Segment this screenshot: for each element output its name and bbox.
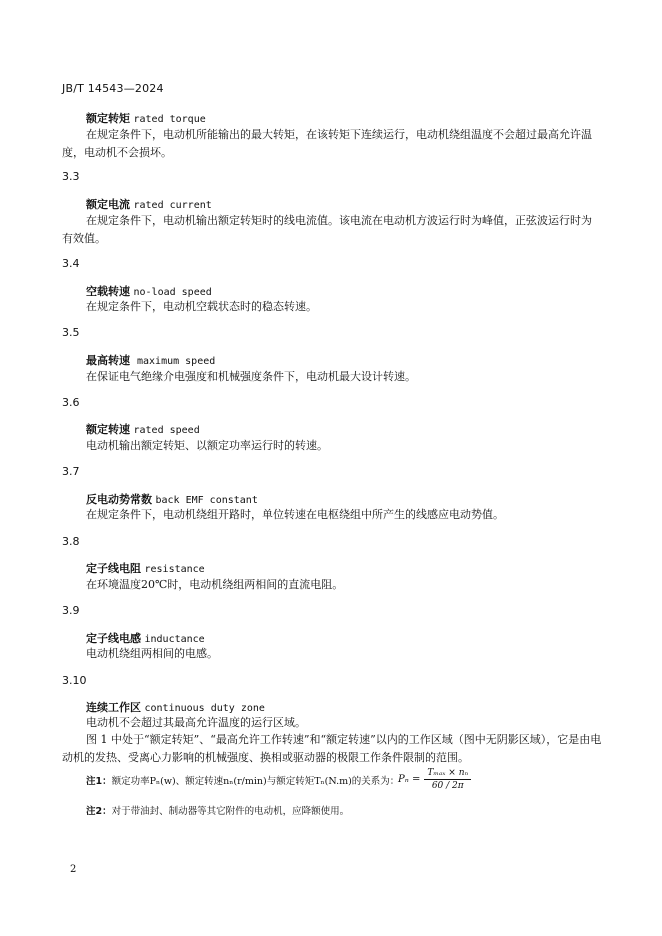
clause-number: 3.5 [62,326,80,339]
note-2 [86,803,349,817]
note-label: 注2： [86,806,112,817]
paragraph-figure-1-description: 图 1 中处于“额定转矩”、“最高允许工作转速”和“额定转速”以内的工作区域（图中无阴影区域），它是由电动机的发热、受离心力影响的机械强度、换相或驱动器的极限工作条件限制的范围。 [62,733,602,764]
term-zh: 最高转速 [86,354,130,367]
clause-number: 3.8 [62,535,80,548]
term-en: maximum speed [137,356,216,367]
definition-inductance: 电动机绕组两相间的电感。 [86,647,218,660]
definition-no-load-speed: 在规定条件下，电动机空载状态时的稳态转速。 [86,300,317,313]
formula-lhs: Pₙ = [398,774,421,785]
clause-number: 3.6 [62,396,80,409]
term-en: rated current [133,200,212,211]
page-number: 2 [70,864,77,875]
term-en: resistance [144,564,205,575]
term-zh: 定子线电感 [86,632,141,645]
term-zh: 额定转矩 [86,112,130,125]
term-inductance [86,630,205,646]
power-formula [398,768,471,791]
term-resistance [86,560,205,576]
term-zh: 连续工作区 [86,701,141,714]
clause-number: 3.10 [62,674,87,687]
clause-number: 3.7 [62,465,80,478]
term-en: rated speed [133,425,200,436]
note-label: 注1： [86,776,112,787]
term-rated-speed [86,421,200,437]
term-back-emf-constant [86,491,258,507]
term-en: inductance [144,634,205,645]
term-zh: 反电动势常数 [86,493,152,506]
definition-rated-speed: 电动机输出额定转矩、以额定功率运行时的转速。 [86,439,328,452]
term-zh: 空载转速 [86,285,130,298]
formula-fraction [424,768,471,791]
term-en: rated torque [133,114,206,125]
term-rated-current [86,196,212,212]
definition-maximum-speed: 在保证电气绝缘介电强度和机械强度条件下，电动机最大设计转速。 [86,370,416,383]
term-no-load-speed [86,283,212,299]
term-en: no-load speed [133,287,212,298]
definition-rated-current: 在规定条件下，电动机输出额定转矩时的线电流值。该电流在电动机方波运行时为峰值，正弦波运行时为有效值。 [62,214,592,245]
formula-numerator: Tₘₐₓ × nₙ [424,768,471,780]
clause-number: 3.3 [62,170,80,183]
note-1 [86,773,399,787]
clause-number: 3.4 [62,257,80,270]
definition-continuous-duty-zone: 电动机不会超过其最高允许温度的运行区域。 [86,716,306,729]
term-rated-torque [86,110,206,126]
definition-resistance: 在环境温度20℃时，电动机绕组两相间的直流电阻。 [86,578,344,591]
clause-number: 3.9 [62,604,80,617]
definition-rated-torque: 在规定条件下，电动机所能输出的最大转矩，在该转矩下连续运行，电动机绕组温度不会超过最高允许温度，电动机不会损坏。 [62,128,592,159]
formula-denominator: 60 / 2π [431,781,464,791]
term-zh: 额定转速 [86,423,130,436]
term-continuous-duty-zone [86,699,265,715]
term-zh: 额定电流 [86,198,130,211]
term-en: back EMF constant [155,495,258,506]
document-header: JB/T 14543—2024 [62,82,164,95]
term-en: continuous duty zone [144,703,265,714]
note-text: 对于带油封、制动器等其它附件的电动机，应降额使用。 [111,806,350,817]
term-maximum-speed [86,352,215,368]
note-text: 额定功率Pₙ(w)、额定转速nₙ(r/min)与额定转矩Tₙ(N.m)的关系为： [111,776,400,787]
definition-back-emf-constant: 在规定条件下，电动机绕组开路时，单位转速在电枢绕组中所产生的线感应电动势值。 [86,508,504,521]
term-zh: 定子线电阻 [86,562,141,575]
